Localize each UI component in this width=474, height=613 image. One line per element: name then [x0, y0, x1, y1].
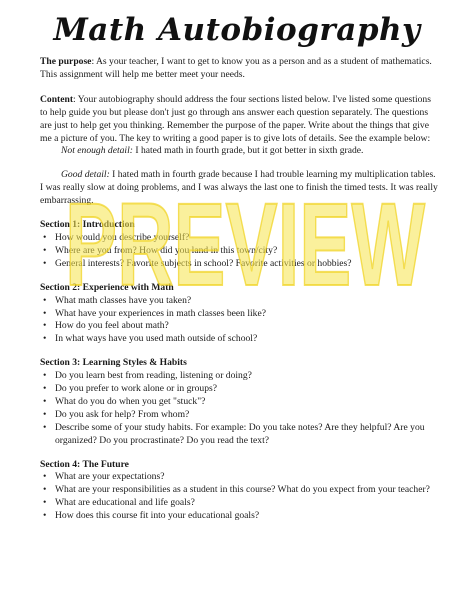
bullet-icon: • [43, 497, 47, 509]
content-text: : Your autobiography should address the four sections listed below. I've listed some questions to help guide you but please don't just go through ans answer each question separately. The questions are just to help get you thinking. Remember the purpose of the paper. Write about the things that give me a picture of you. The key to writing a good paper is to give lots of details. See the example below: [40, 93, 431, 144]
bullet-icon: • [43, 383, 47, 395]
list-item: • In what ways have you used math outside of school? [43, 333, 258, 345]
list-item: • What do you do when you get "stuck"? [43, 395, 206, 407]
page-title: Math Autobiography [53, 12, 421, 48]
purpose-paragraph [40, 56, 440, 82]
section-3-list [40, 370, 440, 447]
content-paragraph [40, 94, 440, 146]
bullet-icon: • [43, 307, 47, 319]
bullet-icon: • [43, 320, 47, 332]
purpose-label: The purpose [40, 56, 92, 67]
bullet-icon: • [43, 231, 47, 243]
list-item: • Do you prefer to work alone or in groups? [43, 383, 217, 395]
bullet-icon: • [43, 471, 47, 483]
bullet-icon: • [43, 294, 47, 306]
section-4 [40, 459, 440, 524]
bullet-icon: • [43, 408, 47, 420]
bullet-icon: • [43, 510, 47, 522]
section-2-list [40, 295, 440, 347]
example-bad-text: I hated math in fourth grade, but it got better in sixth grade. [132, 145, 364, 157]
example-good-text: I hated math in fourth grade because I had trouble learning my multiplication tables. I was really slow at doing problems, and I was always the last one to finish the timed tests. It was really embarrassing. [40, 169, 438, 207]
watermark-text: PREVIEW [65, 185, 426, 295]
list-item: • How would you describe yourself? [43, 231, 190, 243]
section-1 [40, 219, 440, 271]
section-heading: Section 2: Experience with Math [40, 281, 174, 293]
list-item: • Describe some of your study habits. For example: Do you take notes? Are they helpful? Are you organized? Do you procrastinate? Do you read the text? [43, 421, 425, 446]
section-1-list [40, 232, 440, 271]
section-heading: Section 3: Learning Styles & Habits [40, 357, 187, 369]
example-good-label: Good detail: [61, 169, 110, 181]
list-item: • How do you feel about math? [43, 320, 169, 332]
bullet-icon: • [43, 333, 47, 345]
purpose-text: : As your teacher, I want to get to know you as a person and as a student of mathematics. This assignment will help me better meet your needs. [40, 56, 432, 80]
example-bad-label: Not enough detail: [61, 145, 133, 157]
bullet-icon: • [43, 421, 47, 433]
example-bad [40, 145, 440, 158]
list-item: • Do you learn best from reading, listening or doing? [43, 370, 252, 382]
example-good [40, 169, 440, 208]
document-body [40, 56, 440, 523]
bullet-icon: • [43, 395, 47, 407]
list-item: • Where are you from? How did you land in this town/city? [43, 244, 278, 256]
bullet-icon: • [43, 257, 47, 269]
list-item: • How does this course fit into your educational goals? [43, 510, 260, 522]
section-heading: Section 4: The Future [40, 458, 129, 470]
list-item: • General interests? Favorite subjects in school? Favorite activities or hobbies? [43, 257, 352, 269]
list-item: • What math classes have you taken? [43, 294, 192, 306]
list-item: • What are your expectations? [43, 471, 165, 483]
bullet-icon: • [43, 370, 47, 382]
list-item: • What have your experiences in math classes been like? [43, 307, 266, 319]
content-label: Content [40, 93, 74, 105]
bullet-icon: • [43, 244, 47, 256]
list-item: • What are your responsibilities as a student in this course? What do you expect from your teacher? [43, 484, 430, 496]
list-item: • What are educational and life goals? [43, 497, 195, 509]
bullet-icon: • [43, 484, 47, 496]
section-heading: Section 1: Introduction [40, 219, 135, 231]
section-4-list [40, 471, 440, 523]
section-3 [40, 357, 440, 447]
list-item: • Do you ask for help? From whom? [43, 408, 190, 420]
section-2 [40, 282, 440, 347]
